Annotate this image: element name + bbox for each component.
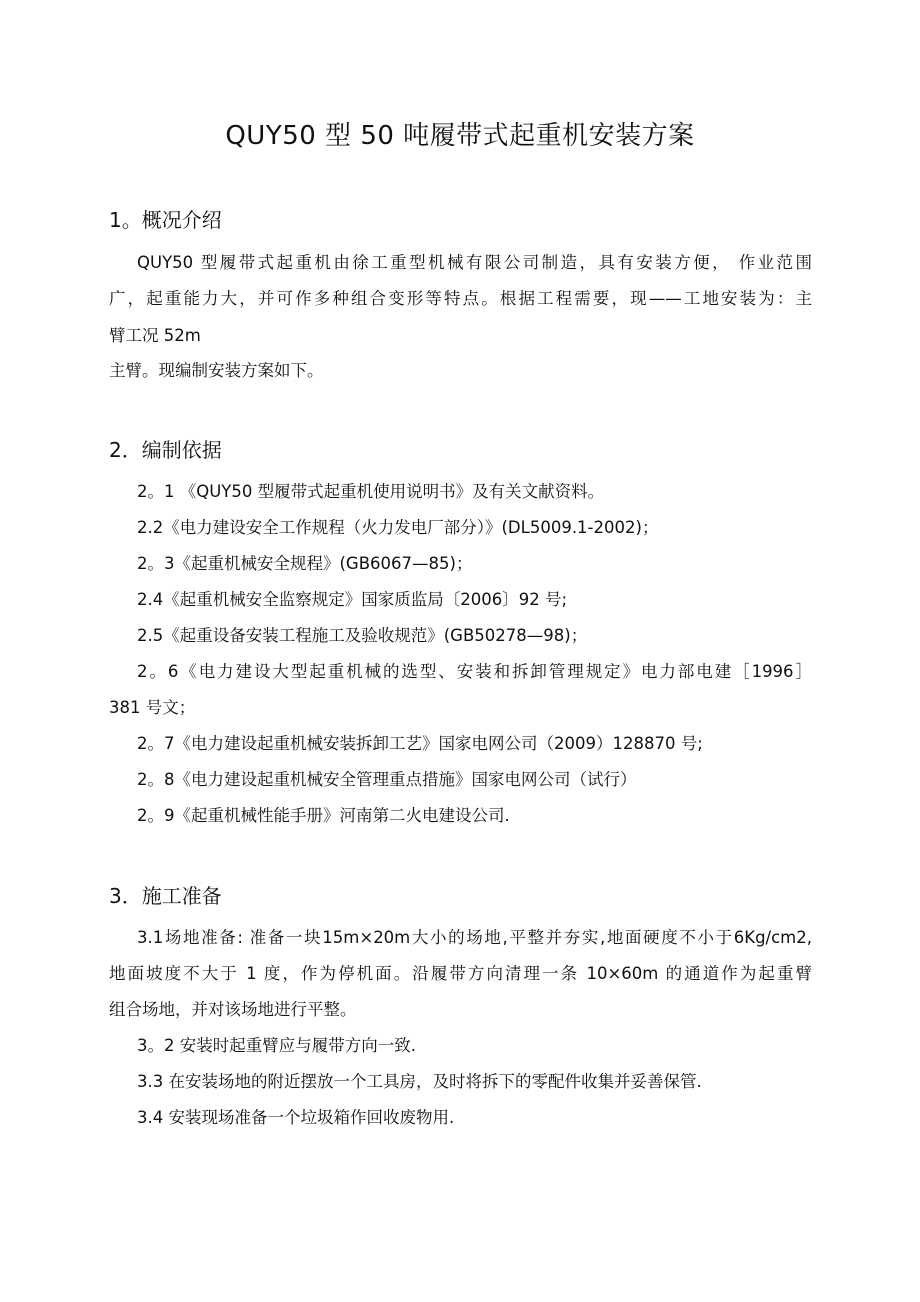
document-title: QUY50 型 50 吨履带式起重机安装方案 [225,121,695,151]
reference-item: 2.4《起重机械安全监察规定》国家质监局〔2006〕92 号; [137,590,568,609]
section-1-line: QUY50 型履带式起重机由徐工重型机械有限公司制造，具有安装方便， 作业范围 [137,253,812,272]
reference-item-continuation: 381 号文； [109,698,196,717]
section-3-line: 3。2 安装时起重臂应与履带方向一致. [137,1036,416,1055]
reference-item: 2.5《起重设备安装工程施工及验收规范》(GB50278—98)； [137,626,588,645]
reference-item: 2。8《电力建设起重机械安全管理重点措施》国家电网公司（试行） [137,770,637,789]
reference-item: 2。9《起重机械性能手册》河南第二火电建设公司. [137,806,510,825]
section-3-line: 3.1场地准备: 准备一块15m×20m大小的场地,平整并夯实,地面硬度不小于6Kg/cm2, [137,928,812,947]
section-1-line: 广，起重能力大，并可作多种组合变形等特点。根据工程需要，现——工地安装为：主 [109,289,812,308]
section-1-line: 臂工况 52m [109,326,201,345]
section-3-heading: 3．施工准备 [109,884,222,908]
reference-item: 2.2《电力建设安全工作规程（火力发电厂部分）》(DL5009.1-2002)； [137,518,659,537]
section-3-line: 3.4 安装现场准备一个垃圾箱作回收废物用. [137,1108,455,1127]
reference-item: 2。1 《QUY50 型履带式起重机使用说明书》及有关文献资料。 [137,482,605,501]
section-3-line: 地面坡度不大于 1 度，作为停机面。沿履带方向清理一条 10×60m 的通道作为起重臂 [109,964,812,983]
section-1-heading: 1。概况介绍 [109,208,222,232]
reference-item: 2。3《起重机械安全规程》(GB6067—85)； [137,554,473,573]
section-3-line: 3.3 在安装场地的附近摆放一个工具房，及时将拆下的零配件收集并妥善保管. [137,1072,702,1091]
section-2-heading: 2．编制依据 [109,438,222,462]
reference-item: 2。6《电力建设大型起重机械的选型、安装和拆卸管理规定》电力部电建［1996］ [137,662,812,681]
section-3-line: 组合场地，并对该场地进行平整。 [109,1000,357,1019]
section-1-line: 主臂。现编制安装方案如下。 [109,361,324,380]
reference-item: 2。7《电力建设起重机械安装拆卸工艺》国家电网公司（2009）128870 号; [137,734,703,753]
